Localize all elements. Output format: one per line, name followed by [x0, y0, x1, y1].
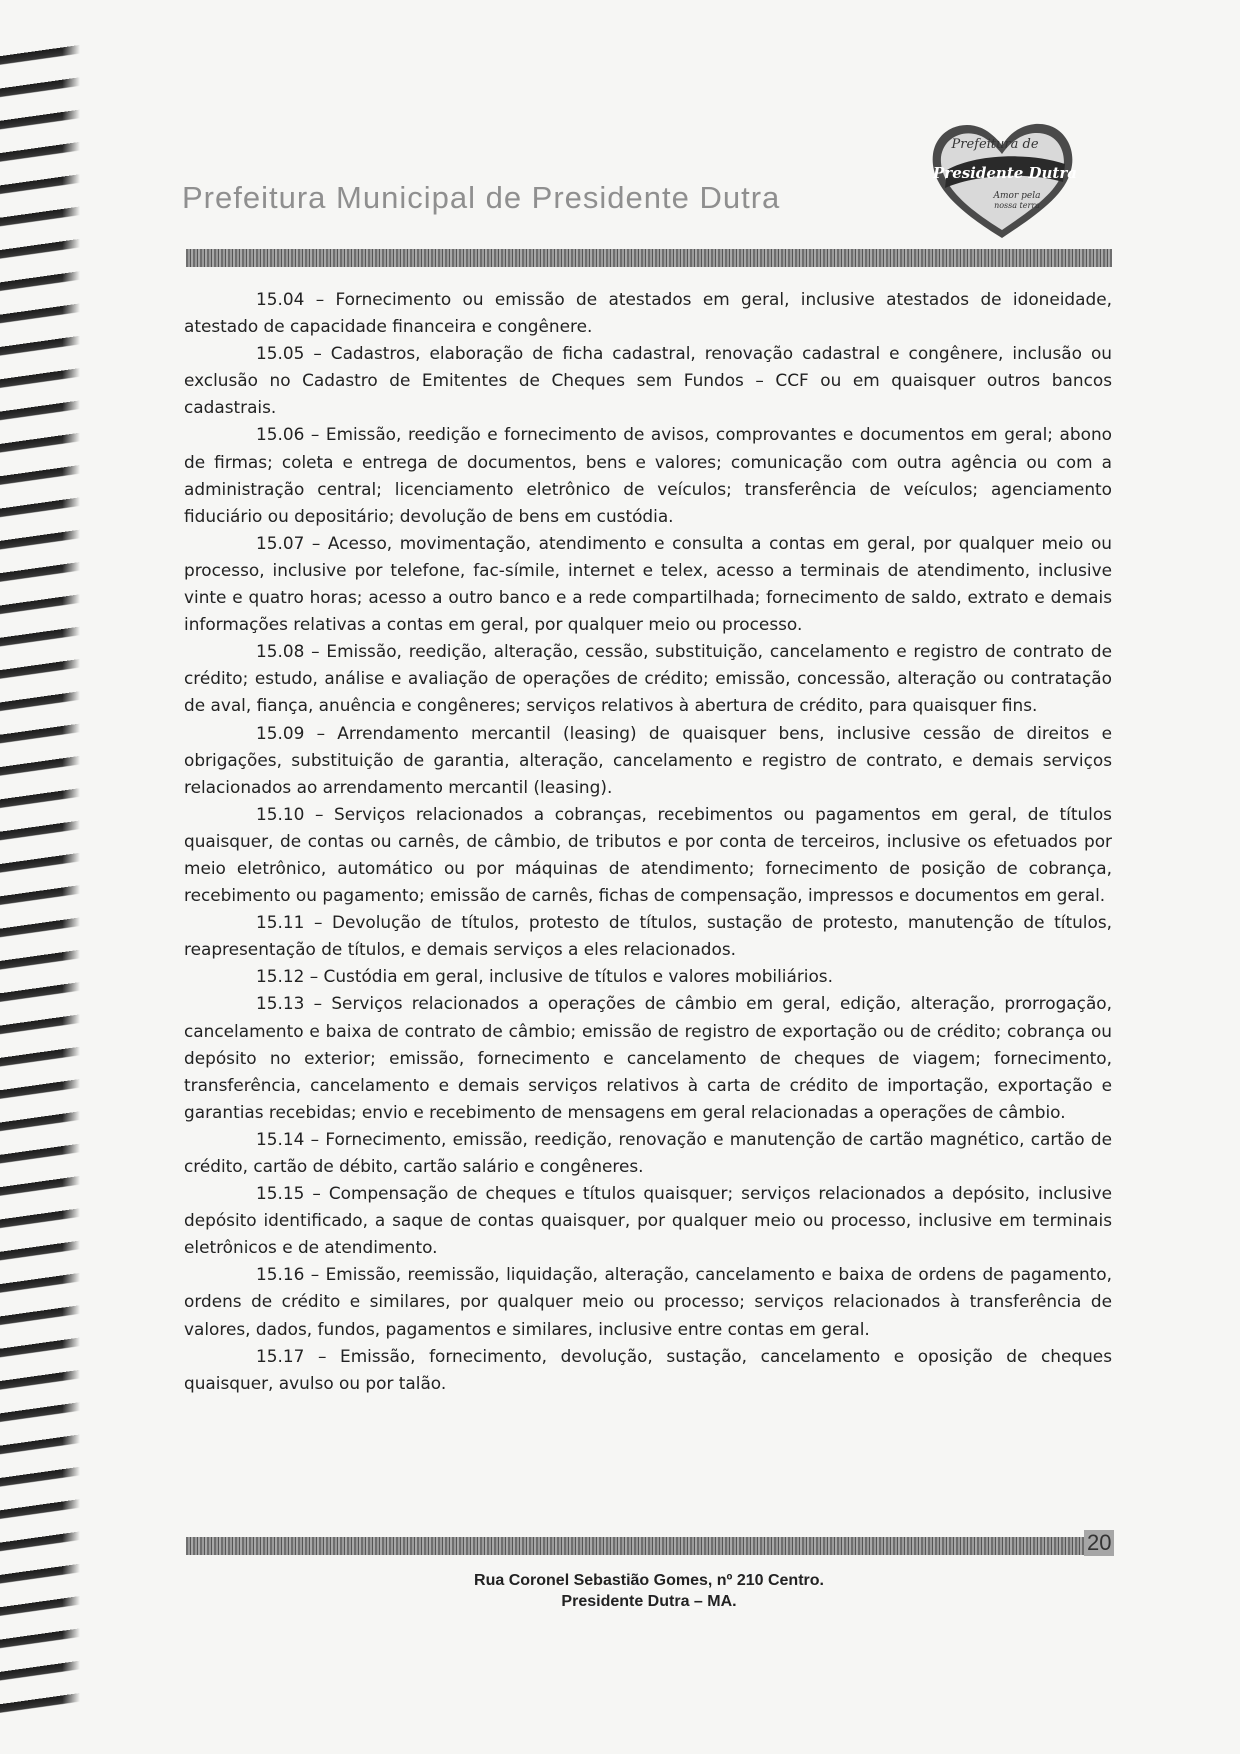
paragraph-15-06: 15.06 – Emissão, reedição e fornecimento de avisos, comprovantes e documentos em geral; abono de firmas; coleta e entrega de documentos, bens e valores; comunicação com outra agência ou com a administração central; licenciamento eletrônico de veículos; transferência de veículos; agenciamento fiduciário ou depositário; devolução de bens em custódia.	[184, 424, 1112, 526]
footer-rule	[186, 1537, 1112, 1555]
paragraph-15-13: 15.13 – Serviços relacionados a operações de câmbio em geral, edição, alteração, prorrogação, cancelamento e baixa de contrato de câmbio; emissão de registro de exportação ou de crédito; cobrança ou depósito no exterior; emissão, fornecimento e cancelamento de cheques de viagem; fornecimento, transferência, cancelamento e demais serviços relativos à carta de crédito de importação, exportação e garantias recebidas; envio e recebimento de mensagens em geral relacionadas a operações de câmbio.	[184, 993, 1112, 1122]
paragraph-15-12: 15.12 – Custódia em geral, inclusive de títulos e valores mobiliários.	[256, 966, 833, 987]
document-body	[184, 286, 1112, 1397]
paragraph-15-11: 15.11 – Devolução de títulos, protesto de títulos, sustação de protesto, manutenção de títulos, reapresentação de títulos, e demais serviços a eles relacionados.	[184, 912, 1112, 960]
header-rule	[186, 249, 1112, 267]
paragraph-15-04: 15.04 – Fornecimento ou emissão de atestados em geral, inclusive atestados de idoneidade, atestado de capacidade financeira e congênere.	[184, 289, 1112, 337]
header-title: Prefeitura Municipal de Presidente Dutra	[182, 180, 781, 215]
paragraph-15-10: 15.10 – Serviços relacionados a cobranças, recebimentos ou pagamentos em geral, de títulos quaisquer, de contas ou carnês, de câmbio, de tributos e por conta de terceiros, inclusive os efetuados por meio eletrônico, automático ou por máquinas de atendimento; fornecimento de posição de cobrança, recebimento ou pagamento; emissão de carnês, fichas de compensação, impressos e documentos em geral.	[184, 803, 1112, 906]
logo-line1: Prefeitura de	[951, 137, 1039, 152]
paragraph-15-09: 15.09 – Arrendamento mercantil (leasing) de quaisquer bens, inclusive cessão de direitos e obrigações, substituição de garantia, alteração, cancelamento e registro de contrato, e demais serviços relacionados ao arrendamento mercantil (leasing).	[184, 722, 1112, 797]
paragraph-15-08: 15.08 – Emissão, reedição, alteração, cessão, substituição, cancelamento e registro de contrato de crédito; estudo, análise e avaliação de operações de crédito; emissão, concessão, alteração ou contratação de aval, fiança, anuência e congêneres; serviços relativos à abertura de crédito, para quaisquer fins.	[184, 641, 1112, 716]
paragraph-15-15: 15.15 – Compensação de cheques e títulos quaisquer; serviços relacionados a depósito, inclusive depósito identificado, a saque de contas quaisquer, por qualquer meio ou processo, inclusive em terminais eletrônicos e de atendimento.	[184, 1183, 1112, 1258]
municipal-logo	[925, 112, 1080, 242]
paragraph-15-17: 15.17 – Emissão, fornecimento, devolução, sustação, cancelamento e oposição de cheques quaisquer, avulso ou por talão.	[184, 1345, 1112, 1393]
footer-address: Rua Coronel Sebastião Gomes, nº 210 Centro.	[474, 1572, 824, 1589]
logo-line2: Presidente Dutra	[933, 164, 1077, 182]
paragraph-15-14: 15.14 – Fornecimento, emissão, reedição, renovação e manutenção de cartão magnético, cartão de crédito, cartão de débito, cartão salário e congêneres.	[184, 1128, 1112, 1176]
logo-tagline1: Amor pela	[993, 191, 1041, 201]
spiral-binding	[0, 40, 80, 1720]
paragraph-15-16: 15.16 – Emissão, reemissão, liquidação, alteração, cancelamento e baixa de ordens de pagamento, ordens de crédito e similares, por qualquer meio ou processo; serviços relacionados à transferência de valores, dados, fundos, pagamentos e similares, inclusive entre contas em geral.	[184, 1264, 1112, 1339]
logo-tagline2: nossa terra	[994, 201, 1040, 210]
page-number: 20	[1084, 1530, 1114, 1556]
paragraph-15-05: 15.05 – Cadastros, elaboração de ficha cadastral, renovação cadastral e congênere, inclusão ou exclusão no Cadastro de Emitentes de Cheques sem Fundos – CCF ou em quaisquer outros bancos cadastrais.	[184, 343, 1112, 418]
footer-city: Presidente Dutra – MA.	[561, 1593, 737, 1610]
paragraph-15-07: 15.07 – Acesso, movimentação, atendimento e consulta a contas em geral, por qualquer meio ou processo, inclusive por telefone, fac-símile, internet e telex, acesso a terminais de atendimento, inclusive vinte e quatro horas; acesso a outro banco e a rede compartilhada; fornecimento de saldo, extrato e demais informações relativas a contas em geral, por qualquer meio ou processo.	[184, 532, 1112, 635]
